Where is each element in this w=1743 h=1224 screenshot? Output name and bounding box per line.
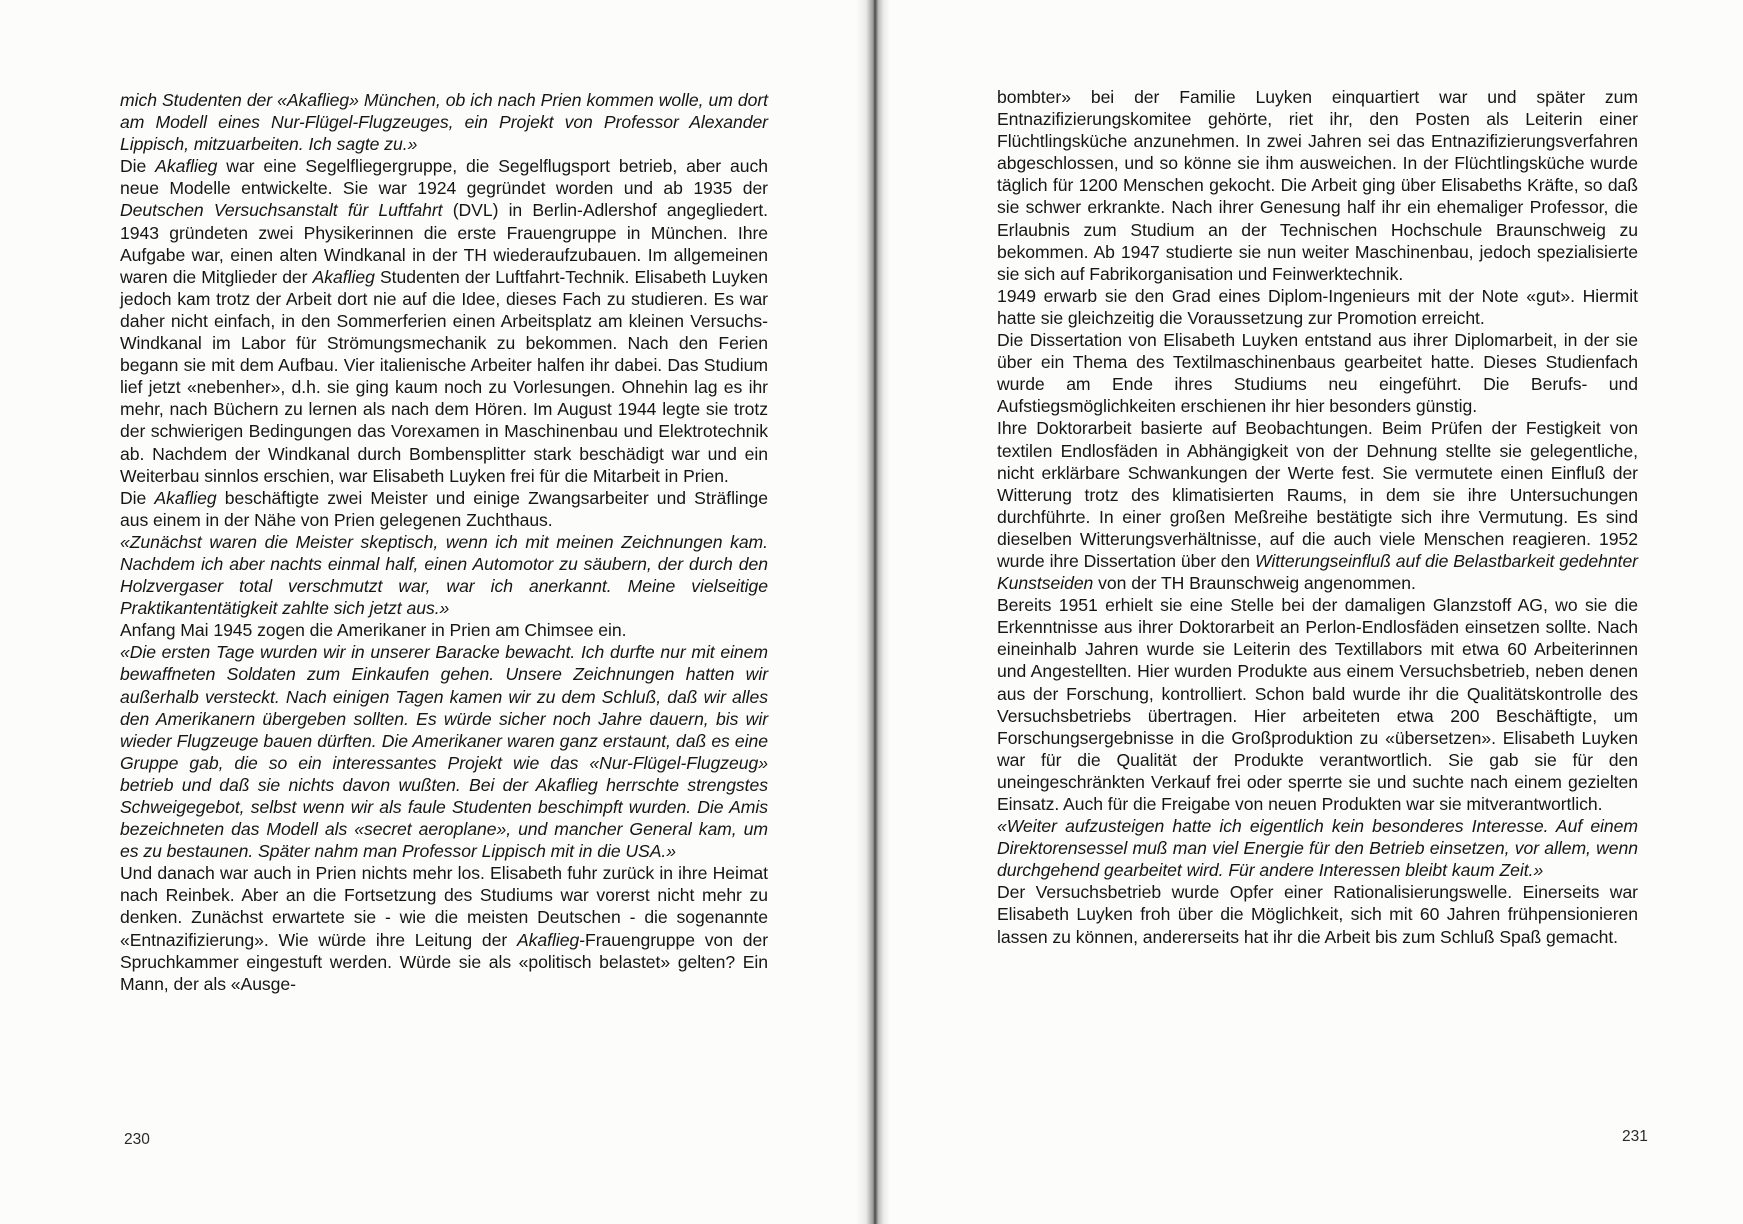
text-run: beschäftigte zwei Meister und einige Zwangsarbeiter und Sträflinge aus einem in der Nähe von Prien gelegenen Zuchthaus. [120,487,768,530]
paragraph [120,619,768,641]
right-page-text [997,86,1638,948]
paragraph [997,881,1638,947]
paragraph [997,285,1638,329]
italic-text-run: «Zunächst waren die Meister skeptisch, wenn ich mit meinen Zeichnungen kam. Nachdem ich aber nachts einmal half, einen Automotor zu säubern, der durch den Holzvergaser total verschmutzt war, war ich anerkannt. Meine vielseitige Praktikantentätigkeit zahlte sich jetzt aus.» [120,531,768,619]
text-run: Anfang Mai 1945 zogen die Amerikaner in Prien am Chimsee ein. [120,620,627,641]
paragraph [120,155,768,486]
text-run: (DVL) in Berlin-Adlershof angegliedert. 1943 gründeten zwei Physikerinnen die erste Frauengruppe in München. Ihre Aufgabe war, einen alten Windkanal in der TH wiederaufzubauen. Im allgemeinen waren die Mitglieder der [120,200,768,287]
italic-text-run: Akaflieg [155,156,218,177]
text-run: Bereits 1951 erhielt sie eine Stelle bei der damaligen Glanzstoff AG, wo sie die Erkenntnisse aus ihrer Doktorarbeit an Perlon-Endlosfäden einsetzen sollte. Nach eineinhalb Jahren wurde sie Leiterin des Textillabors mit etwa 60 Arbeiterinnen und Angestellten. Hier wurden Produkte aus einem Versuchsbetrieb, neben denen aus der Forschung, kontrolliert. Schon bald wurde ihr die Qualitätskontrolle des Versuchsbetriebs übertragen. Hier arbeiteten etwa 200 Beschäftigte, um Forschungsergebnisse in die Großproduktion zu «übersetzen». Elisabeth Luyken war für die Qualität der Produkte verantwortlich. Sie gab sie für den uneingeschränkten Verkauf frei oder sperrte sie und suchte nach einem gezielten Einsatz. Auch für die Freigabe von neuen Produkten war sie mitverantwortlich. [997,595,1638,814]
paragraph [997,329,1638,417]
text-run: Ihre Doktorarbeit basierte auf Beobachtungen. Beim Prüfen der Festigkeit von textilen Endlosfäden in Abhängigkeit von der Dehnung stellte sie gelegentliche, nicht erklärbare Schwankungen der Werte fest. Sie vermutete einen Einfluß der Witterung trotz des klimatisierten Raums, in dem sie ihre Untersuchungen durchführte. In einer großen Meßreihe bestätigte sich ihre Vermutung. Es sind dieselben Witterungsverhältnisse, auf die auch viele Menschen reagieren. 1952 wurde ihre Dissertation über den [997,418,1638,571]
paragraph [120,487,768,531]
italic-text-run: Akaflieg [154,487,217,508]
paragraph [997,86,1638,285]
text-run: Studenten der Luftfahrt-Technik. Elisabeth Luyken jedoch kam trotz der Arbeit dort nie auf die Idee, dieses Fach zu studieren. Es war daher nicht einfach, in den Sommerferien einen Arbeitsplatz am kleinen Versuchs-Windkanal im Labor für Strömungsmechanik zu bekommen. Nach den Ferien begann sie mit dem Aufbau. Vier italienische Arbeiter halfen ihr dabei. Das Studium lief jetzt «nebenher», d.h. sie ging kaum noch zu Vorlesungen. Ohnehin lag es ihr mehr, nach Büchern zu lernen als nach dem Hören. Im August 1944 legte sie trotz der schwierigen Bedingungen das Vorexamen in Maschinenbau und Elektrotechnik ab. Nachdem der Windkanal durch Bombensplitter stark beschädigt war und ein Weiterbau sinnlos erschien, war Elisabeth Luyken frei für die Mitarbeit in Prien. [120,266,768,486]
paragraph [120,641,768,862]
book-gutter [856,0,890,1224]
text-run: Die [120,156,156,177]
left-page-number: 230 [124,1131,150,1148]
text-run: Die Dissertation von Elisabeth Luyken entstand aus ihrer Diplomarbeit, in der sie über ein Thema des Textilmaschinenbaus gearbeitet hatte. Dieses Studienfach wurde am Ende ihres Studiums neu eingeführt. Die Berufs- und Aufstiegsmöglichkeiten erschienen ihr hier besonders günstig. [997,330,1638,417]
text-run: von der TH Braunschweig angenommen. [1093,573,1416,594]
paragraph [120,89,768,155]
text-run: Die [120,487,155,508]
text-run: bombter» bei der Familie Luyken einquartiert war und später zum Entnazifizierungskomitee gehörte, riet ihr, den Posten als Leiterin einer Flüchtlingsküche anzunehmen. In zwei Jahren sei das Entnazifizierungsverfahren abgeschlossen, und so könne sie ihm ausweichen. In der Flüchtlingsküche wurde täglich für 1200 Menschen gekocht. Die Arbeit ging über Elisabeths Kräfte, so daß sie schwer erkrankte. Nach ihrer Genesung half ihr ein ehemaliger Professor, die Erlaubnis zum Studium an der Technischen Hochschule Braunschweig zu bekommen. Ab 1947 studierte sie nun weiter Maschinenbau, jedoch spezialisierte sie sich auf Fabrikorganisation und Feinwerktechnik. [997,87,1638,284]
text-run: war eine Segelfliegergruppe, die Segelflugsport betrieb, aber auch neue Modelle entwickelte. Sie war 1924 gegründet worden und ab 1935 der [120,156,768,199]
paragraph [997,417,1638,594]
text-run: Der Versuchsbetrieb wurde Opfer einer Rationalisierungswelle. Einerseits war Elisabeth Luyken froh über die Möglichkeit, sich mit 60 Jahren frühpensionieren lassen zu können, andererseits hat ihr die Arbeit bis zum Schluß Spaß gemacht. [997,882,1638,947]
italic-text-run: mich Studenten der «Akaflieg» München, ob ich nach Prien kommen wolle, um dort am Modell eines Nur-Flügel-Flugzeuges, ein Projekt von Professor Alexander Lippisch, mitzuarbeiten. Ich sagte zu.» [120,90,768,155]
italic-text-run: «Die ersten Tage wurden wir in unserer Baracke bewacht. Ich durfte nur mit einem bewaffneten Soldaten zum Einkaufen gehen. Unsere Zeichnungen hatten wir außerhalb versteckt. Nach einigen Tagen kamen wir zu dem Schluß, daß wir alles den Amerikanern übergeben sollten. Es würde sicher noch Jahre dauern, bis wir wieder Flugzeuge bauen dürften. Die Amerikaner waren ganz erstaunt, daß es eine Gruppe gab, die so ein interessantes Projekt wie das «Nur-Flügel-Flugzeug» betrieb und daß sie nichts davon wußten. Bei der Akaflieg herrschte strengstes Schweigegebot, selbst wenn wir als faule Studenten beschimpft wurden. Die Amis bezeichneten das Modell als «secret aeroplane», und mancher General kam, um es zu bestaunen. Später nahm man Professor Lippisch mit in die USA.» [120,642,768,862]
text-run: -Frauengruppe von der Spruchkammer eingestuft werden. Würde sie als «politisch belastet» gelten? Ein Mann, der als «Ausge- [120,929,768,994]
italic-text-run: «Weiter aufzusteigen hatte ich eigentlich kein besonderes Interesse. Auf einem Direktorensessel muß man viel Energie für den Betrieb einsetzen, vor allem, wenn durchgehend gearbeitet wird. Für andere Interessen bleibt kaum Zeit.» [997,816,1638,881]
paragraph [997,815,1638,881]
paragraph [120,862,768,995]
italic-text-run: Akaflieg [312,266,375,287]
right-page [882,0,1743,1224]
left-page [0,0,866,1224]
italic-text-run: Witterungseinfluß auf die Belastbarkeit gedehnter Kunstseiden [997,550,1638,594]
paragraph [997,594,1638,815]
left-page-text [120,89,768,995]
text-run: 1949 erwarb sie den Grad eines Diplom-Ingenieurs mit der Note «gut». Hiermit hatte sie gleichzeitig die Voraussetzung zur Promotion erreicht. [997,285,1638,328]
text-run: Und danach war auch in Prien nichts mehr los. Elisabeth fuhr zurück in ihre Heimat nach Reinbek. Aber an die Fortsetzung des Studiums war vorerst nicht mehr zu denken. Zunächst erwartete sie - wie die meisten Deutschen - die sogenannte «Entnazifizierung». Wie würde ihre Leitung der [120,863,768,950]
italic-text-run: Deutschen Versuchsanstalt für Luftfahrt [120,200,443,221]
paragraph [120,531,768,619]
italic-text-run: Akaflieg [517,929,580,950]
right-page-number: 231 [1622,1128,1648,1145]
